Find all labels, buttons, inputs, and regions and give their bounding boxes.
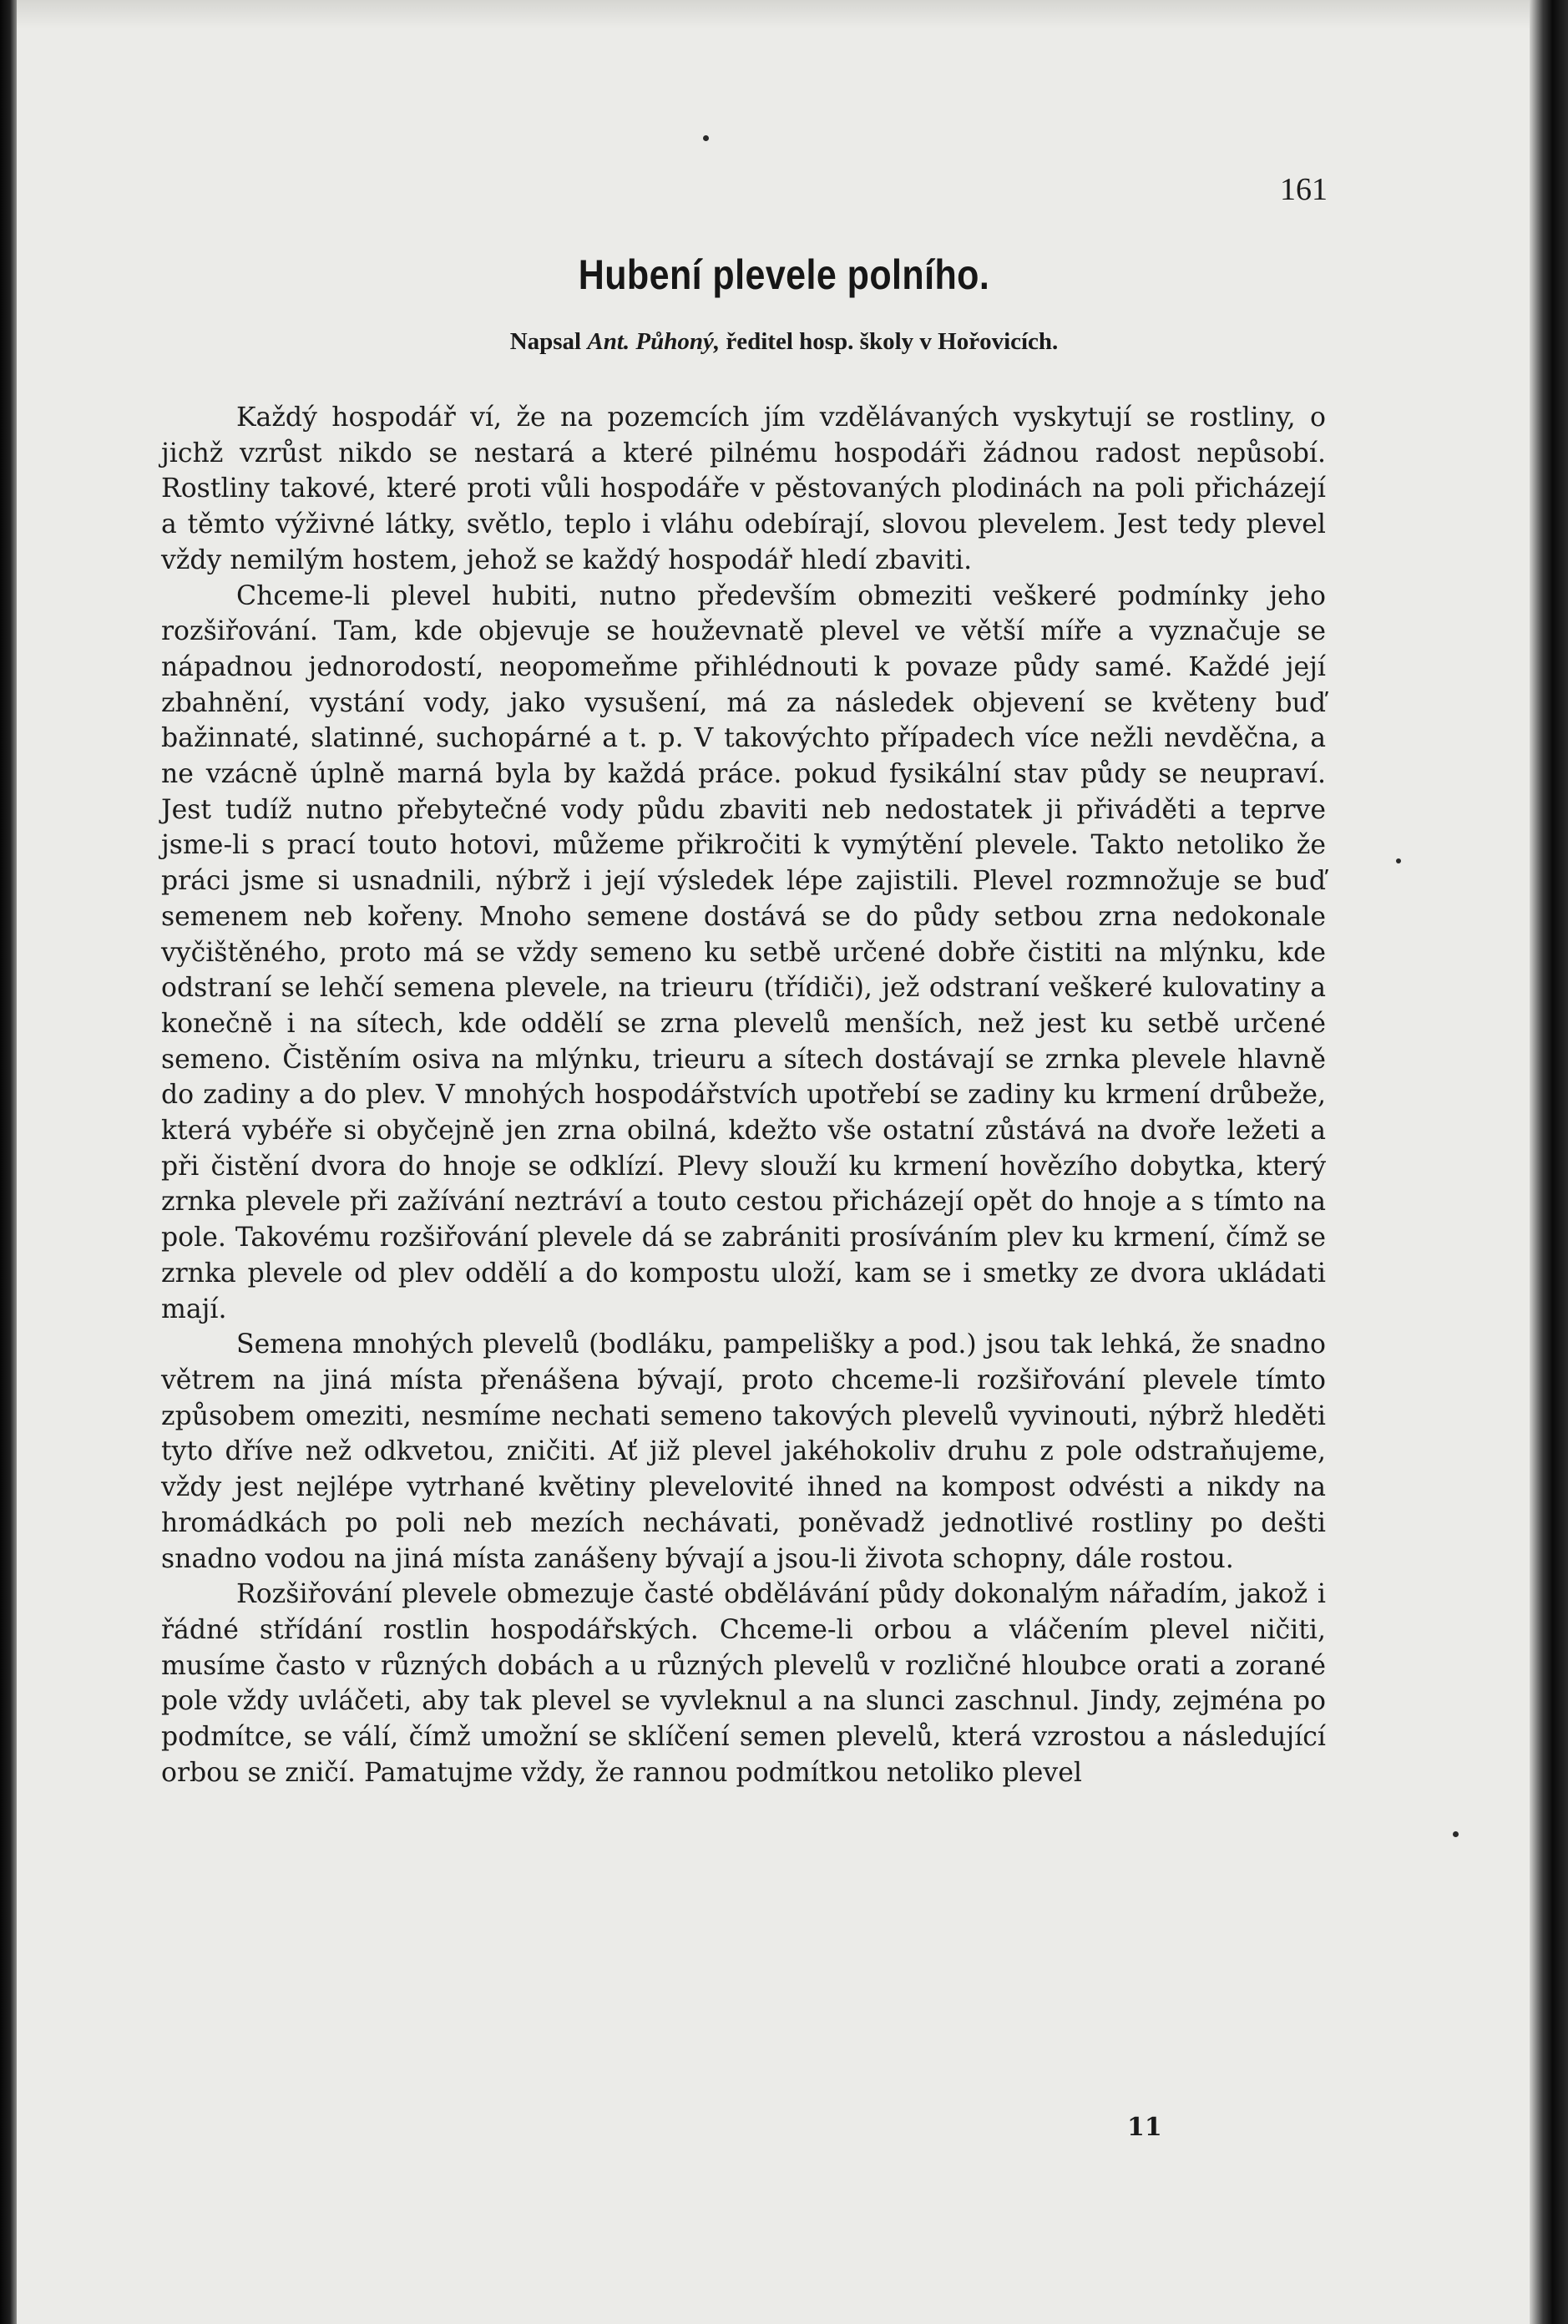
printer-signature-mark: 11 bbox=[1127, 2113, 1162, 2142]
paragraph: Rozšiřování plevele obmezuje časté obdělávání půdy dokonalým nářadím, jakož i řádné střídání rostlin hospodářských. Chceme-li orbou a vláčením plevel ničiti, musíme často v různých dobách a u různých plevelů v rozličné hloubce orati a zorané pole vždy uvláčeti, aby tak plevel se vyvleknul a na slunci zaschnul. Jindy, zejména po podmítce, se válí, čímž umožní se sklíčení semen plevelů, která vzrostou a následující orbou se zničí. Pamatujme vždy, že rannou podmítkou netoliko plevel bbox=[161, 1579, 1326, 1788]
byline bbox=[0, 328, 1568, 356]
page-number: 161 bbox=[1280, 172, 1328, 207]
paragraph: Semena mnohých plevelů (bodláku, pampelišky a pod.) jsou tak lehká, že snadno větrem na jiná místa přenášena bývají, proto chceme-li rozšiřování plevele tímto způsobem omeziti, nesmíme nechati semeno takových plevelů vyvinouti, nýbrž hleděti tyto dříve než odkvetou, zničiti. Ať již plevel jakéhokoliv druhu z pole odstraňujeme, vždy jest nejlépe vytrhané květiny plevelovité ihned na kompost odvésti a nikdy na hromádkách po poli neb mezích nechávati, poněvadž jednotlivé rostliny po dešti snadno vodou na jiná místa zanášeny bývají a jsou-li života schopny, dále rostou. bbox=[161, 1329, 1326, 1574]
scan-shadow-top bbox=[0, 0, 1568, 28]
paragraph: Každý hospodář ví, že na pozemcích jím vzdělávaných vyskytují se rostliny, o jichž vzrůst nikdo se nestará a které pilnému hospodáři žádnou radost nepůsobí. Rostliny takové, které proti vůli hospodáře v pěstovaných plodinách na poli přicházejí a těmto výživné látky, světlo, teplo i vláhu odebírají, slovou plevelem. Jest tedy plevel vždy nemilým hostem, jehož se každý hospodář hledí zbaviti. bbox=[161, 403, 1326, 575]
scan-speck bbox=[703, 135, 709, 141]
paragraph: Chceme-li plevel hubiti, nutno především obmeziti veškeré podmínky jeho rozšiřování. Tam, kde objevuje se houževnatě plevel ve větší míře a vyznačuje se nápadnou jednorodostí, neopomeňme přihlédnouti k povaze půdy samé. Každé její zbahnění, vystání vody, jako vysušení, má za následek objevení se květeny buď bažinnaté, slatinné, suchopárné a t. p. V takovýchto případech více nežli nevděčna, a ne vzácně úplně marná byla by každá práce. pokud fysikální stav půdy se neupraví. Jest tudíž nutno přebytečné vody půdu zbaviti neb nedostatek ji přiváděti a teprve jsme-li s prací touto hotovi, můžeme přikročiti k vymýtění plevele. Takto netoliko že práci jsme si usnadnili, nýbrž i její výsledek lépe zajistili. Plevel rozmnožuje se buď semenem neb kořeny. Mnoho semene dostává se do půdy setbou zrna nedokonale vyčištěného, proto má se vždy semeno ku setbě určené dobře čistiti na mlýnku, kde odstraní se lehčí semena plevele, na trieuru (třídiči), jež odstraní veškeré kulovatiny a konečně i na sítech, kde oddělí se zrna plevelů menších, než jest ku setbě určené semeno. Čistěním osiva na mlýnku, trieuru a sítech dostávají se zrnka plevele hlavně do zadiny a do plev. V mnohých hospodářstvích upotřebí se zadiny ku krmení drůbeže, která vybéře si obyčejně jen zrna obilná, kdežto vše ostatní zůstává na dvoře ležeti a při čistění dvora do hnoje se odklízí. Plevy slouží ku krmení hovězího dobytka, který zrnka plevele při zažívání neztráví a touto cestou přicházejí opět do hnoje a s tímto na pole. Takovému rozšiřování plevele dá se zabrániti prosíváním plev ku krmení, čímž se zrnka plevele od plev oddělí a do kompostu uloží, kam se i smetky ze dvora ukládati mají. bbox=[161, 580, 1326, 1324]
article-body bbox=[161, 400, 1326, 1790]
scan-speck bbox=[1453, 1831, 1459, 1837]
byline-suffix: ředitel hosp. školy v Hořovicích. bbox=[726, 328, 1059, 355]
article-title: Hubení plevele polního. bbox=[578, 251, 990, 298]
byline-prefix: Napsal bbox=[509, 328, 582, 355]
scan-speck bbox=[1396, 858, 1401, 863]
byline-author: Ant. Půhoný, bbox=[587, 328, 721, 355]
